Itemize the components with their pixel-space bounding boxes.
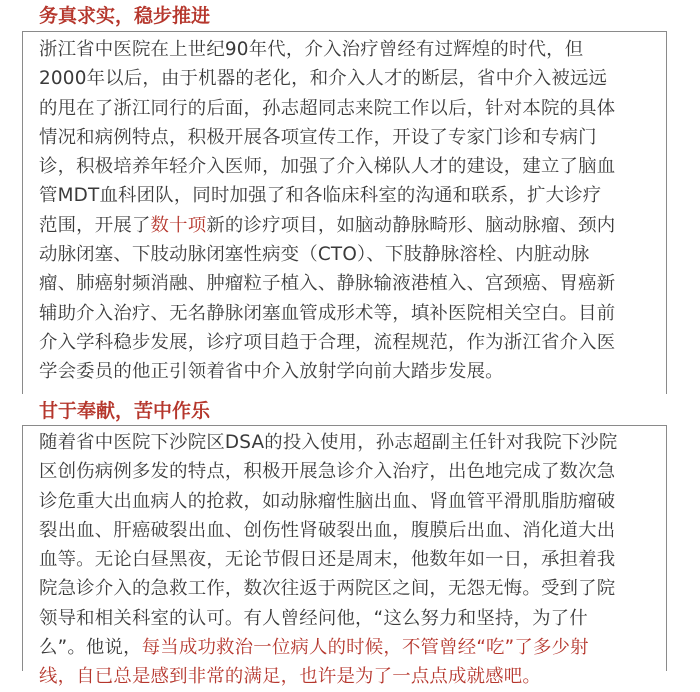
section-heading-2: 甘于奉献，苦中作乐 — [39, 400, 211, 422]
paragraph-line: 诊危重大出血病人的抢救，如动脉瘤性脑出血、肾血管平滑肌脂肪瘤破 — [39, 490, 616, 512]
paragraph-line: 介入学科稳步发展，诊疗项目趋于合理，流程规范，作为浙江省介入医 — [39, 331, 616, 353]
paragraph-line: 辅助介入治疗、无名静脉闭塞血管成形术等，填补医院相关空白。目前 — [39, 302, 616, 324]
paragraph-line: 2000年以后，由于机器的老化，和介入人才的断层，省中介入被远远 — [39, 68, 608, 90]
highlighted-quote: 每当成功救治一位病人的时候，不管曾经“吃”了多少射 — [141, 637, 589, 659]
paragraph-line: 范围，开展了数十项新的诊疗项目，如脑动静脉畸形、脑动脉瘤、颈内 — [39, 214, 616, 236]
paragraph-line: 学会委员的他正引领着省中介入放射学向前大踏步发展。 — [39, 361, 504, 383]
section-paragraph-2 — [39, 428, 664, 692]
section-paragraph-1 — [39, 35, 664, 387]
paragraph-line: 领导和相关科室的认可。有人曾经问他，“这么努力和坚持，为了什 — [39, 607, 588, 629]
section-heading-1: 务真求实，稳步推进 — [39, 5, 211, 27]
paragraph-line: 血等。无论白昼黑夜，无论节假日还是周末，他数年如一日，承担着我 — [39, 549, 616, 571]
highlighted-quote: 线，自已总是感到非常的满足，也许是为了一点点成就感吧。 — [39, 666, 541, 688]
paragraph-line: 诊，积极培养年轻介入医师，加强了介入梯队人才的建设，建立了脑血 — [39, 156, 616, 178]
paragraph-line: 情况和病例特点，积极开展各项宣传工作，开设了专家门诊和专病门 — [39, 126, 597, 148]
highlighted-phrase: 数十项 — [150, 214, 207, 236]
paragraph-line: 的甩在了浙江同行的后面，孙志超同志来院工作以后，针对本院的具体 — [39, 97, 616, 119]
paragraph-line: 随着省中医院下沙院区DSA的投入使用，孙志超副主任针对我院下沙院 — [39, 432, 618, 453]
paragraph-line — [39, 662, 664, 691]
paragraph-line: 裂出血、肝癌破裂出血、创伤性肾破裂出血，腹膜后出血、消化道大出 — [39, 519, 616, 541]
paragraph-line: 么”。他说，每当成功救治一位病人的时候，不管曾经“吃”了多少射 — [39, 637, 589, 659]
paragraph-line: 动脉闭塞、下肢动脉闭塞性病变（CTO）、下肢静脉溶栓、内脏动脉 — [39, 244, 590, 266]
paragraph-line: 院急诊介入的急救工作，数次往返于两院区之间，无怨无悔。受到了院 — [39, 578, 616, 600]
paragraph-line: 区创伤病例多发的特点，积极开展急诊介入治疗，出色地完成了数次急 — [39, 461, 616, 483]
paragraph-line: 管MDT血科团队，同时加强了和各临床科室的沟通和联系，扩大诊疗 — [39, 185, 602, 207]
paragraph-line: 浙江省中医院在上世纪90年代，介入治疗曾经有过辉煌的时代，但 — [39, 39, 584, 60]
paragraph-line: 瘤、肺癌射频消融、肿瘤粒子植入、静脉输液港植入、宫颈癌、胃癌新 — [39, 273, 616, 295]
